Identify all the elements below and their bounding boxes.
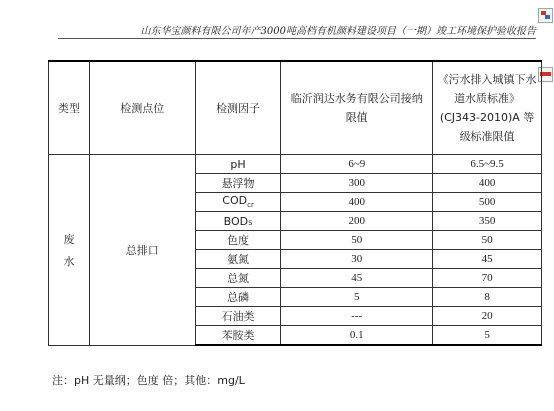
cell-factor <box>195 307 281 326</box>
factor-label: COD <box>222 194 248 208</box>
document-header: 山东华宝颜料有限公司年产3000吨高档有机颜料建设项目（一期）竣工环境保护验收报告 <box>140 26 536 37</box>
cell-type <box>49 155 90 346</box>
cell-limit1: 50 <box>281 231 433 250</box>
table-row <box>49 155 542 174</box>
cell-limit1: 0.1 <box>281 326 433 346</box>
factor-label: BOD₅ <box>223 214 253 228</box>
cell-limit2: 20 <box>433 307 542 326</box>
cell-limit2: 50 <box>433 231 542 250</box>
factor-label: pH <box>230 157 246 171</box>
header-limit2: 《污水排入城镇下水道水质标准》(CJ343-2010)A 等级标准限值 <box>433 61 542 155</box>
cell-limit2: 500 <box>433 193 542 212</box>
type-line2: 水 <box>63 254 75 268</box>
cell-limit2: 45 <box>433 250 542 269</box>
cell-limit2: 400 <box>433 174 542 193</box>
cell-factor <box>195 326 281 346</box>
header-limit1: 临沂润达水务有限公司接纳限值 <box>281 61 433 155</box>
cell-limit1: 5 <box>281 288 433 307</box>
cell-limit1: --- <box>281 307 433 326</box>
cell-limit1: 300 <box>281 174 433 193</box>
factor-subscript: cr <box>247 201 254 210</box>
factor-label: 氨氮 <box>227 253 250 266</box>
factor-label: 悬浮物 <box>221 177 255 190</box>
cell-limit1: 30 <box>281 250 433 269</box>
cell-limit2: 6.5~9.5 <box>433 155 542 174</box>
cell-factor <box>195 269 281 288</box>
cell-factor <box>195 155 281 174</box>
header-factor: 检测因子 <box>195 61 281 155</box>
cell-limit2: 5 <box>433 326 542 346</box>
factor-label: 色度 <box>227 234 250 247</box>
cell-factor <box>195 193 281 212</box>
header-rule <box>58 38 536 39</box>
cell-factor <box>195 288 281 307</box>
cell-factor <box>195 212 281 231</box>
factor-label: 总磷 <box>227 291 250 304</box>
factor-label: 总氮 <box>227 272 250 285</box>
cell-factor <box>195 231 281 250</box>
cell-limit1: 200 <box>281 212 433 231</box>
cell-limit2: 70 <box>433 269 542 288</box>
cell-limit2: 350 <box>433 212 542 231</box>
cell-factor <box>195 250 281 269</box>
cell-limit1: 6~9 <box>281 155 433 174</box>
cell-limit1: 45 <box>281 269 433 288</box>
header-point: 检测点位 <box>89 61 195 155</box>
standards-table <box>48 60 542 346</box>
cell-limit2: 8 <box>433 288 542 307</box>
cell-point: 总排口 <box>89 155 195 346</box>
factor-label: 苯胺类 <box>221 329 255 342</box>
cell-factor <box>195 174 281 193</box>
type-line1: 废 <box>63 232 75 246</box>
table-note: 注：pH 无量纲；色度 倍；其他：mg/L <box>52 374 245 387</box>
cell-limit1: 400 <box>281 193 433 212</box>
factor-label: 石油类 <box>221 310 255 323</box>
translate-icon[interactable] <box>538 8 553 23</box>
header-type: 类型 <box>49 61 90 155</box>
